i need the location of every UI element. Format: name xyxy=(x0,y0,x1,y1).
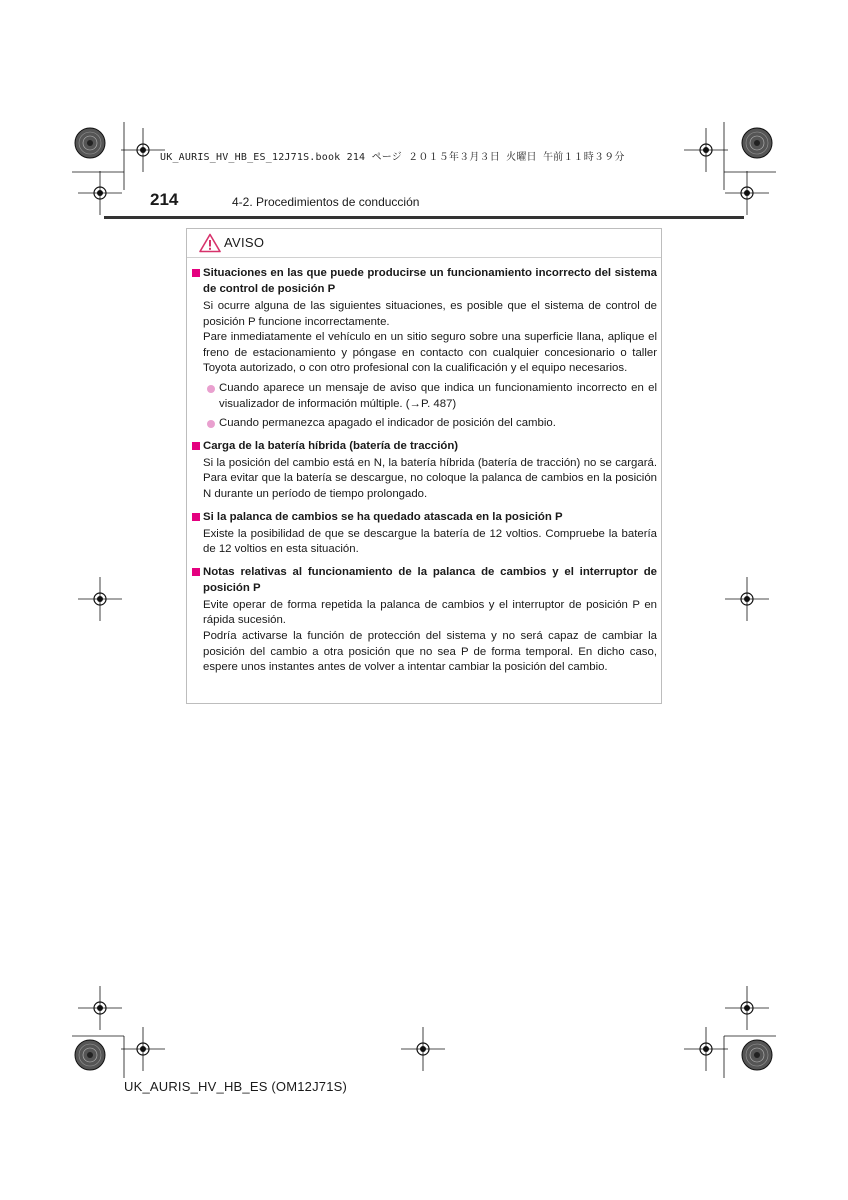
item-heading: Notas relativas al funcionamiento de la palanca de cambios y el interruptor de posición P xyxy=(191,564,657,596)
item-paragraph: Si la posición del cambio está en N, la batería híbrida (batería de tracción) no se cargará. Para evitar que la batería se descargue, no coloque la palanca de cambios en la posición N durante un período de tiempo prolongado. xyxy=(203,456,657,500)
item-paragraph: Existe la posibilidad de que se descargue la batería de 12 voltios. Compruebe la batería de 12 voltios en esta situación. xyxy=(203,527,657,556)
item-paragraph: Pare inmediatamente el vehículo en un sitio seguro sobre una superficie llana, aplique el freno de estacionamiento y póngase en contacto con cualquier concesionario o taller Toyota autorizado, o con otro profesional con la cualificación y el equipo necesarios. xyxy=(203,331,657,375)
square-bullet-icon xyxy=(192,568,200,576)
section-title: 4-2. Procedimientos de conducción xyxy=(232,195,420,209)
item-paragraph: Podría activarse la función de protección del sistema y no será capaz de cambiar la posición del cambio a otra posición que no sea P de forma temporal. En dicho caso, espere unos instantes antes de volver a intentar cambiar la posición del cambio. xyxy=(203,629,657,674)
warning-item xyxy=(191,509,657,558)
warning-item xyxy=(191,265,657,432)
page-number: 214 xyxy=(150,190,179,209)
item-heading: Carga de la batería híbrida (batería de tracción) xyxy=(191,438,657,454)
footer-code: UK_AURIS_HV_HB_ES (OM12J71S) xyxy=(124,1079,348,1094)
warning-box xyxy=(186,228,662,704)
header-rule xyxy=(104,216,744,219)
warning-item xyxy=(191,438,657,503)
circle-bullet-icon xyxy=(207,385,215,393)
circle-bullet-icon xyxy=(207,420,215,428)
square-bullet-icon xyxy=(192,269,200,277)
warning-triangle-icon xyxy=(199,233,221,253)
warning-header xyxy=(187,229,661,258)
item-paragraph: Si ocurre alguna de las siguientes situaciones, es posible que el sistema de control de posición P funcione incorrectamente. xyxy=(203,300,657,328)
warning-title: AVISO xyxy=(224,235,265,250)
item-heading: Situaciones en las que puede producirse un funcionamiento incorrecto del sistema de control de posición P xyxy=(191,265,657,297)
square-bullet-icon xyxy=(192,513,200,521)
warning-item xyxy=(191,564,657,676)
item-paragraph: Evite operar de forma repetida la palanca de cambios y el interruptor de posición P en rápida sucesión. xyxy=(203,598,657,627)
item-heading: Si la palanca de cambios se ha quedado atascada en la posición P xyxy=(191,509,657,525)
circle-bullet-item: Cuando permanezca apagado el indicador de posición del cambio. xyxy=(207,416,657,432)
warning-content xyxy=(187,265,663,682)
square-bullet-icon xyxy=(192,442,200,450)
print-header: UK_AURIS_HV_HB_ES_12J71S.book 214 ページ ２０１５年３月３日 火曜日 午前１１時３９分 xyxy=(160,152,625,163)
circle-bullet-item: Cuando aparece un mensaje de aviso que indica un funcionamiento incorrecto en el visualizador de información múltiple. (→P. 487) xyxy=(207,381,657,412)
